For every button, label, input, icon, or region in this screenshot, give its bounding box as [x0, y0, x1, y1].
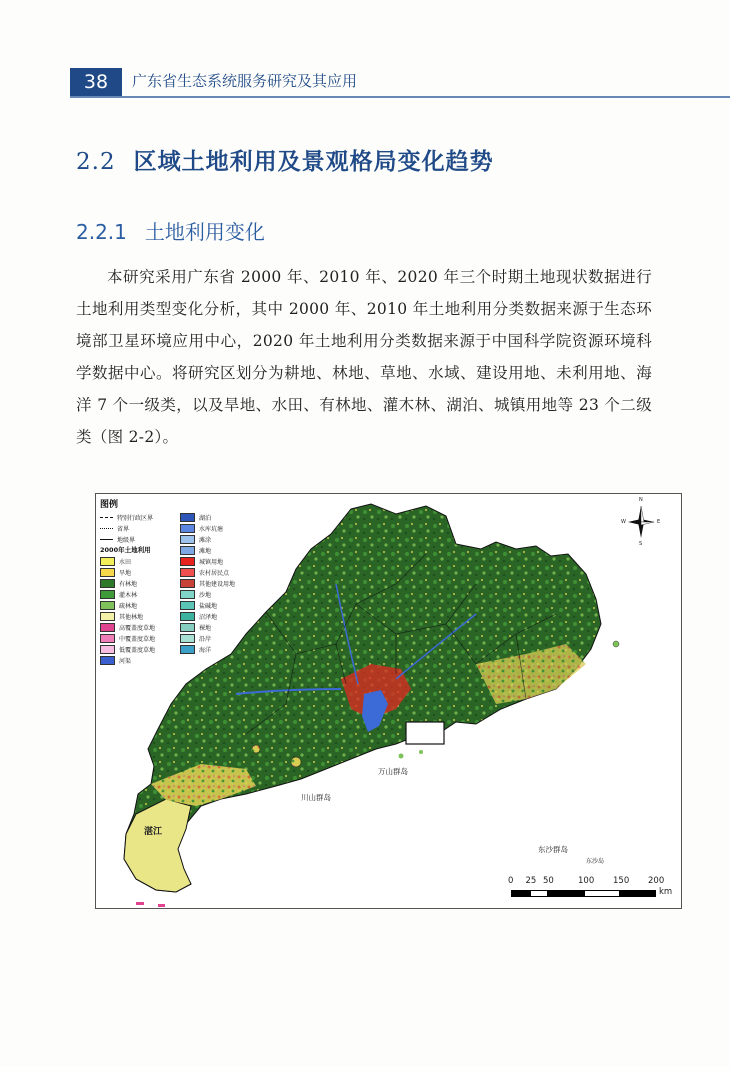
legend-item-label: 有林地: [119, 581, 138, 588]
running-header-title: 广东省生态系统服务研究及其应用: [132, 72, 358, 90]
map-label-wanshan: 万山群岛: [378, 767, 408, 776]
legend-item: [100, 655, 155, 666]
map-legend: [98, 496, 278, 665]
legend-boundary-item: [100, 512, 155, 523]
compass-n-label: N: [639, 497, 643, 503]
legend-column-1: [100, 512, 155, 666]
body-paragraph: 本研究采用广东省 2000 年、2010 年、2020 年三个时期土地现状数据进行土地利用类型变化分析，其中 2000 年、2010 年土地利用分类数据来源于生态环境部卫星环境应用中心，2020 年土地利用分类数据来源于中国科学院资源环境科学数据中心。将研究区划分为耕地、林地、草地、水域、建设用地、未利用地、海洋 7 个一级类，以及旱地、水田、有林地、灌木林、湖泊、城镇用地等 23 个二级类（图 2-2）。: [76, 268, 652, 446]
header-rule: [70, 96, 730, 98]
legend-item-label: 水田: [119, 559, 132, 566]
legend-item: [180, 633, 235, 644]
legend-item-label: 湖泊: [199, 515, 212, 522]
legend-item: [100, 622, 155, 633]
legend-boundary-label: 特别行政区界: [117, 515, 154, 522]
map-label-zhanjiang: 湛江: [144, 827, 163, 837]
boundary-line-sample: [100, 517, 113, 518]
legend-item: [180, 611, 235, 622]
page-number: 38: [70, 68, 122, 96]
legend-boundary-item: [100, 523, 155, 534]
scale-unit: km: [659, 887, 673, 897]
legend-item-label: 城镇用地: [199, 559, 224, 566]
legend-swatch: [180, 645, 195, 654]
island: [252, 745, 260, 753]
scale-segment: [530, 890, 549, 897]
section-heading: [76, 143, 494, 176]
legend-item: [100, 600, 155, 611]
legend-swatch: [100, 601, 115, 610]
legend-item-label: 海洋: [199, 647, 212, 654]
legend-item-label: 疏林地: [119, 603, 138, 610]
legend-swatch: [180, 601, 195, 610]
island: [613, 641, 619, 647]
scale-tick-label: 200: [648, 876, 665, 886]
south-china-sea-islands: [158, 904, 165, 907]
legend-item: [180, 545, 235, 556]
scale-segment: [511, 890, 530, 897]
legend-boundary-item: [100, 534, 155, 545]
compass-e-label: E: [657, 519, 661, 525]
legend-item-label: 高覆盖度草地: [119, 625, 156, 632]
legend-item-label: 其他林地: [119, 614, 144, 621]
legend-item-label: 沼泽地: [199, 614, 218, 621]
legend-item: [180, 523, 235, 534]
legend-boundary-label: 省界: [117, 526, 130, 533]
legend-item-label: 其他建设用地: [199, 581, 236, 588]
legend-swatch: [100, 557, 115, 566]
scale-segment: [620, 890, 656, 897]
legend-swatch: [100, 634, 115, 643]
legend-item: [100, 578, 155, 589]
island: [291, 757, 301, 767]
legend-item: [100, 644, 155, 655]
legend-swatch: [100, 612, 115, 621]
legend-item: [180, 600, 235, 611]
compass-s-label: S: [639, 541, 643, 547]
legend-item-label: 农村居民点: [199, 570, 230, 577]
subsection-title: 土地利用变化: [144, 220, 265, 244]
legend-item: [180, 567, 235, 578]
hong-kong-box: [406, 722, 444, 744]
boundary-line-sample: [100, 528, 113, 529]
legend-swatch: [180, 634, 195, 643]
island: [399, 754, 404, 759]
scale-tick-label: 0: [508, 876, 514, 886]
legend-item: [100, 633, 155, 644]
legend-item-label: 河渠: [119, 658, 132, 665]
legend-swatch: [180, 612, 195, 621]
legend-item-label: 旱地: [119, 570, 132, 577]
legend-item: [180, 578, 235, 589]
legend-swatch: [180, 535, 195, 544]
scale-tick-label: 150: [613, 876, 630, 886]
legend-swatch: [180, 590, 195, 599]
map-label-dongsha: 东沙群岛: [538, 845, 568, 854]
legend-swatch: [180, 546, 195, 555]
legend-item-label: 沿岸: [199, 636, 212, 643]
legend-item: [100, 611, 155, 622]
legend-item: [180, 622, 235, 633]
map-label-dongsha-island: 东沙岛: [586, 858, 605, 865]
legend-item-label: 滩涂: [199, 537, 212, 544]
scale-segment: [584, 890, 620, 897]
south-china-sea-islands: [136, 902, 144, 905]
legend-item: [100, 589, 155, 600]
legend-title: 图例: [100, 500, 119, 510]
subsection-heading: [76, 216, 265, 245]
land-use-map-figure: [95, 493, 682, 909]
scale-tick-label: 25: [525, 876, 537, 886]
map-label-chuanshan: 川山群岛: [301, 793, 331, 802]
legend-swatch: [180, 623, 195, 632]
section-number: 2.2: [76, 149, 116, 175]
legend-item-label: 滩地: [199, 548, 212, 555]
legend-item: [100, 556, 155, 567]
legend-swatch: [100, 579, 115, 588]
compass-w-label: W: [621, 519, 626, 525]
legend-item: [180, 512, 235, 523]
subsection-number: 2.2.1: [76, 220, 127, 244]
legend-item: [100, 567, 155, 578]
scale-bar: [508, 876, 673, 897]
legend-swatch: [180, 568, 195, 577]
legend-item-label: 盐碱地: [199, 603, 218, 610]
legend-swatch: [100, 645, 115, 654]
legend-item: [180, 534, 235, 545]
legend-item: [180, 589, 235, 600]
legend-item-label: 低覆盖度草地: [119, 647, 156, 654]
legend-swatch: [100, 590, 115, 599]
legend-boundary-label: 地级界: [117, 537, 136, 544]
legend-item-label: 沙地: [199, 592, 212, 599]
legend-column-2: [180, 512, 235, 655]
legend-swatch: [180, 579, 195, 588]
section-title: 区域土地利用及景观格局变化趋势: [133, 148, 494, 175]
scale-segments: [511, 890, 656, 897]
compass-rose-icon: [626, 502, 656, 542]
legend-item: [180, 644, 235, 655]
legend-swatch: [180, 513, 195, 522]
legend-subtitle: 2000年土地利用: [100, 546, 151, 554]
scale-labels: [508, 876, 671, 887]
legend-swatch: [100, 568, 115, 577]
scale-tick-label: 100: [578, 876, 595, 886]
legend-item-label: 灌木林: [119, 592, 138, 599]
scale-tick-label: 50: [543, 876, 554, 886]
legend-item-label: 裸地: [199, 625, 212, 632]
legend-swatch: [100, 656, 115, 665]
legend-swatch: [180, 524, 195, 533]
legend-item: [180, 556, 235, 567]
boundary-line-sample: [100, 539, 113, 540]
legend-swatch: [100, 623, 115, 632]
legend-swatch: [180, 557, 195, 566]
scale-segment: [548, 890, 584, 897]
legend-item-label: 中覆盖度草地: [119, 636, 156, 643]
legend-item-label: 水库坑塘: [199, 526, 224, 533]
island: [419, 750, 423, 754]
